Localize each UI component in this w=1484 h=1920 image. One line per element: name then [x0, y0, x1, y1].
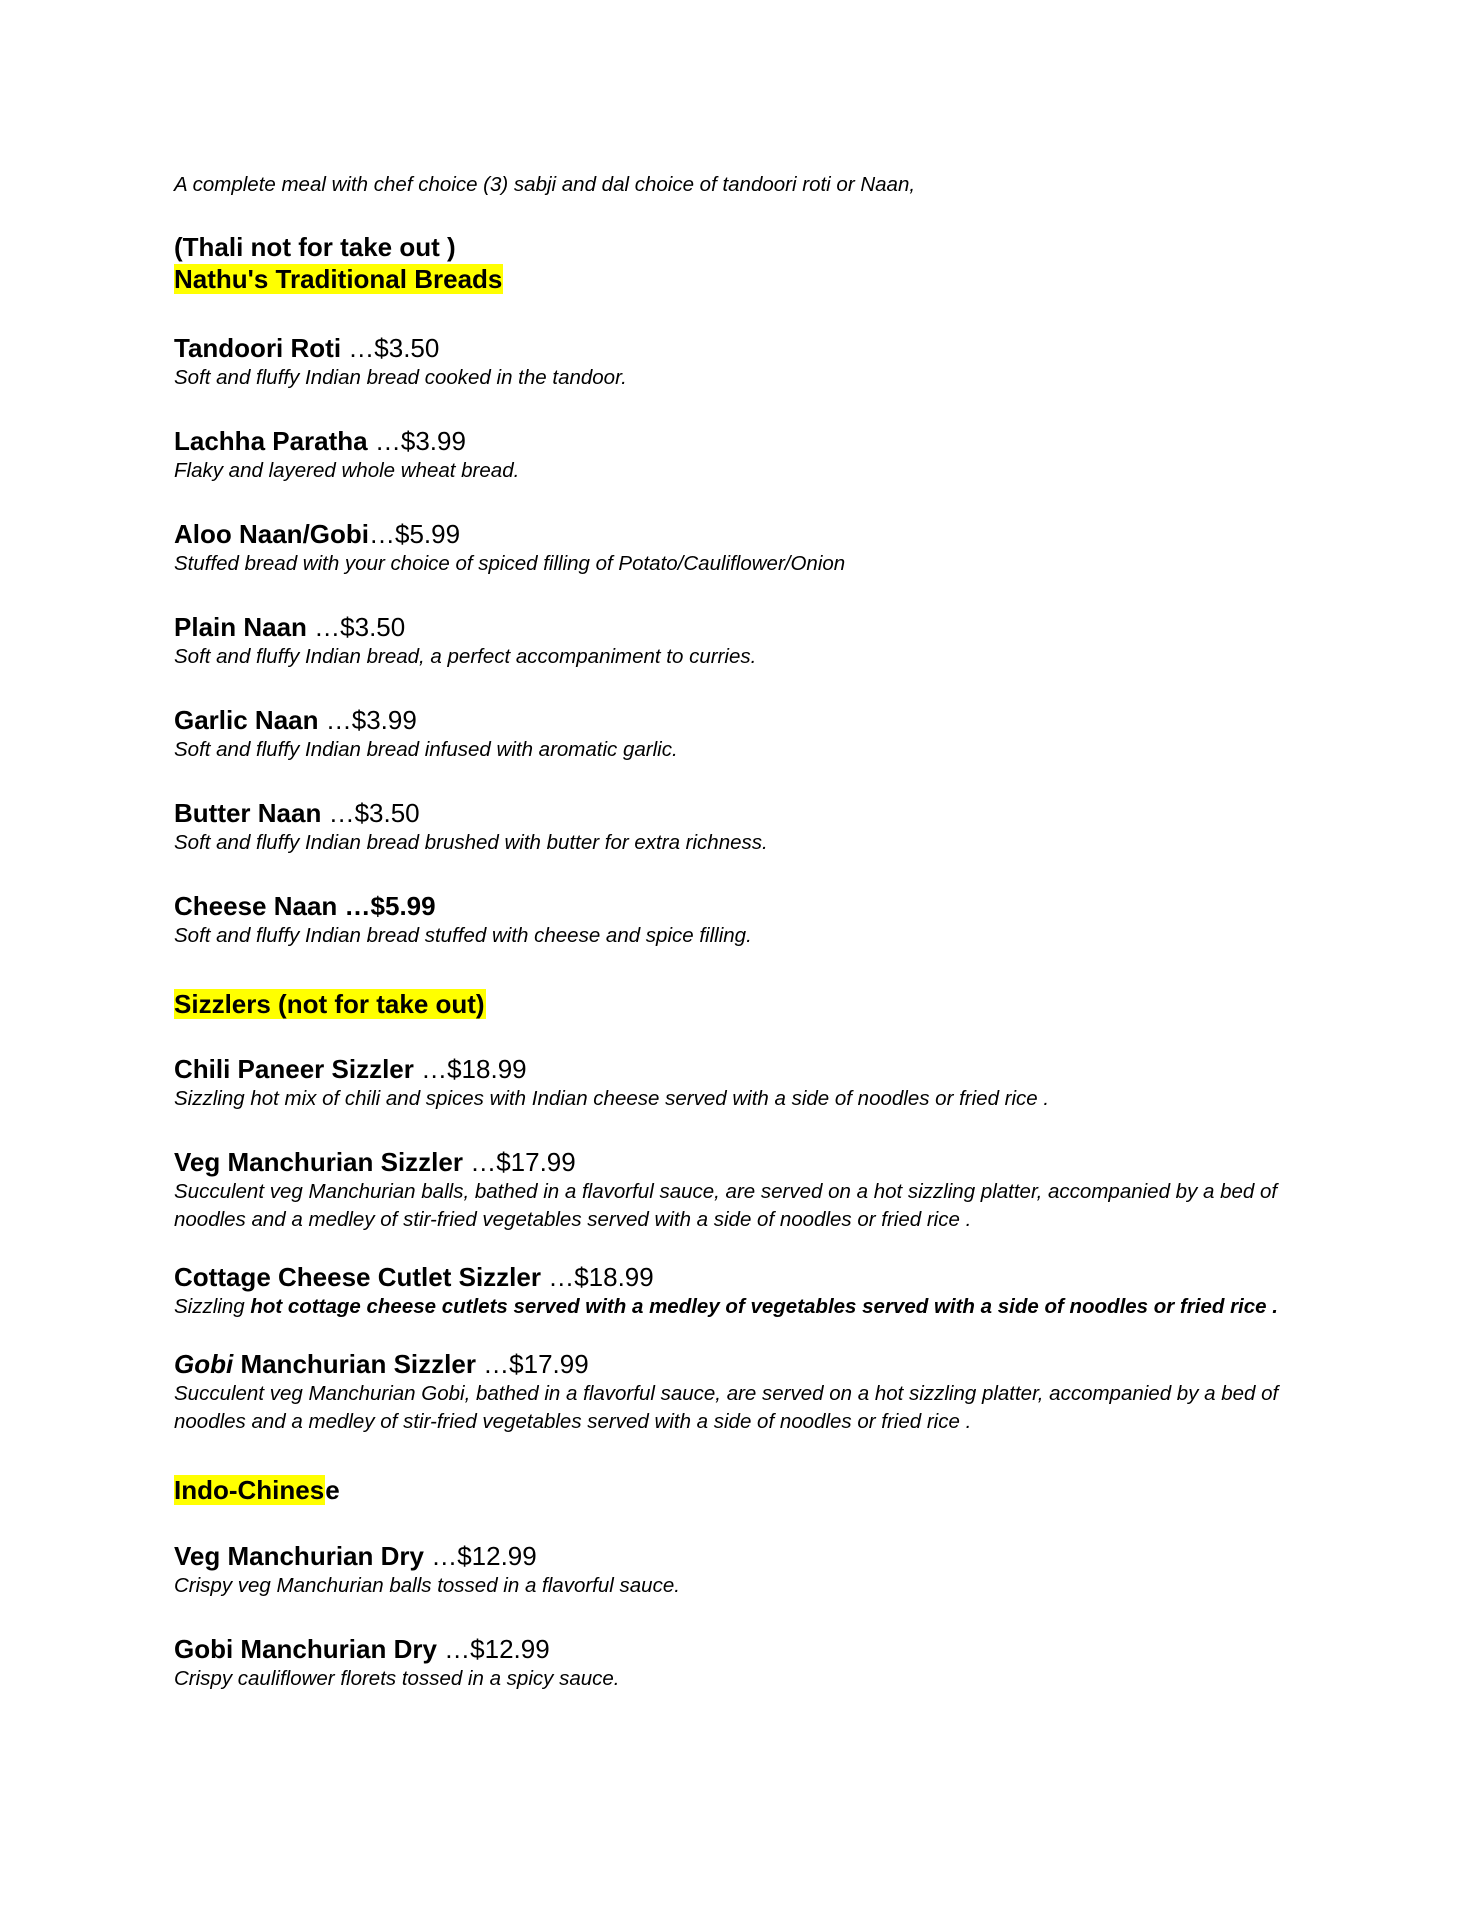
item-description: Succulent veg Manchurian Gobi, bathed in a flavorful sauce, are served on a hot sizzling platter, accompanied by a bed of noodles and a medley of stir-fried vegetables served with a side of noodles or fried rice . — [174, 1382, 1279, 1433]
item-price: …$3.50 — [306, 612, 406, 642]
item-description: Succulent veg Manchurian balls, bathed in a flavorful sauce, are served on a hot sizzling platter, accompanied by a bed of noodles and a medley of stir-fried vegetables served with a side of noodles or fried rice . — [174, 1180, 1278, 1231]
menu-item-gobi-manchurian-dry — [174, 1633, 1334, 1693]
menu-item-plain-naan — [174, 611, 1334, 671]
menu-item-garlic-naan — [174, 704, 1334, 764]
item-name: Plain Naan — [174, 612, 307, 642]
item-price: …$3.99 — [367, 426, 466, 456]
item-price: …$5.99 — [337, 891, 436, 921]
item-description: Sizzling hot cottage cheese cutlets served with a medley of vegetables served with a side of noodles or fried rice . — [174, 1295, 1278, 1318]
item-name: Lachha Paratha — [174, 426, 368, 456]
item-name: Aloo Naan/Gobi — [174, 519, 369, 549]
item-description: Sizzling hot mix of chili and spices with Indian cheese served with a side of noodles or fried rice . — [174, 1087, 1050, 1110]
thali-note: (Thali not for take out ) — [174, 232, 456, 262]
item-price: …$3.50 — [341, 333, 440, 363]
item-name: Tandoori Roti — [174, 333, 342, 363]
menu-item-cheese-naan — [174, 890, 1334, 950]
item-name: Veg Manchurian Sizzler — [174, 1147, 463, 1177]
item-price: …$3.50 — [321, 798, 420, 828]
item-description: Stuffed bread with your choice of spiced filling of Potato/Cauliflower/Onion — [174, 552, 846, 575]
item-price: …$3.99 — [318, 705, 417, 735]
item-description: Flaky and layered whole wheat bread. — [174, 459, 520, 482]
section-heading-indo-chinese: Indo-Chinese — [174, 1475, 340, 1505]
item-description: Soft and fluffy Indian bread brushed with butter for extra richness. — [174, 831, 768, 854]
item-price: …$12.99 — [423, 1541, 537, 1571]
item-description: Crispy cauliflower florets tossed in a spicy sauce. — [174, 1667, 620, 1690]
item-description: Soft and fluffy Indian bread, a perfect accompaniment to curries. — [174, 645, 757, 668]
item-price: …$5.99 — [369, 519, 461, 549]
item-name: Gobi Manchurian Dry — [174, 1634, 437, 1664]
item-price: …$17.99 — [462, 1147, 576, 1177]
item-price: …$12.99 — [436, 1634, 550, 1664]
menu-item-tandoori-roti — [174, 332, 1334, 392]
item-description: Soft and fluffy Indian bread cooked in the tandoor. — [174, 366, 627, 389]
menu-item-butter-naan — [174, 797, 1334, 857]
section-heading-breads: Nathu's Traditional Breads — [174, 264, 503, 294]
menu-item-gobi-manchurian-sizzler — [174, 1348, 1334, 1436]
item-name: Gobi Manchurian Sizzler — [174, 1349, 476, 1379]
menu-item-veg-manchurian-dry — [174, 1540, 1334, 1600]
menu-page — [174, 172, 1334, 1693]
item-price: …$17.99 — [475, 1349, 589, 1379]
item-description: Crispy veg Manchurian balls tossed in a flavorful sauce. — [174, 1574, 680, 1597]
item-price: …$18.99 — [540, 1262, 654, 1292]
item-name: Cheese Naan — [174, 891, 338, 921]
menu-item-veg-manchurian-sizzler — [174, 1146, 1334, 1234]
menu-item-chili-paneer-sizzler — [174, 1053, 1334, 1113]
thali-intro: A complete meal with chef choice (3) sabji and dal choice of tandoori roti or Naan, — [174, 173, 916, 196]
menu-item-aloo-naan-gobi — [174, 518, 1334, 578]
section-heading-sizzlers: Sizzlers (not for take out) — [174, 989, 485, 1019]
item-price: …$18.99 — [413, 1054, 527, 1084]
item-name: Garlic Naan — [174, 705, 319, 735]
menu-item-lachha-paratha — [174, 425, 1334, 485]
item-description: Soft and fluffy Indian bread infused with aromatic garlic. — [174, 738, 678, 761]
item-name: Veg Manchurian Dry — [174, 1541, 424, 1571]
item-name: Chili Paneer Sizzler — [174, 1054, 414, 1084]
item-name: Butter Naan — [174, 798, 322, 828]
item-description: Soft and fluffy Indian bread stuffed with cheese and spice filling. — [174, 924, 752, 947]
item-name: Cottage Cheese Cutlet Sizzler — [174, 1262, 541, 1292]
menu-item-cottage-cheese-cutlet-sizzler — [174, 1261, 1334, 1321]
